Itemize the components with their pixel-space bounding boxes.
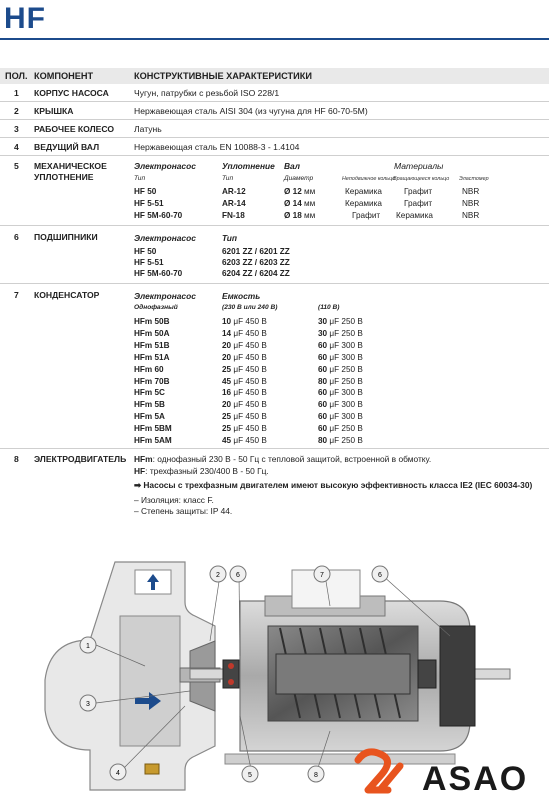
row-number: 4: [14, 142, 19, 152]
seal-shaft: Ø 18 мм: [284, 211, 316, 220]
stator-winding: [268, 626, 418, 721]
capacitor-value-110v: 30 μF 250 В: [318, 328, 363, 338]
row-component: КРЫШКА: [34, 106, 74, 116]
svg-text:4: 4: [116, 770, 120, 777]
capacitor-header-capacity: Емкость: [222, 291, 261, 301]
capacitor-header-pump: Электронасос: [134, 291, 196, 301]
table-row-bearings: [0, 226, 549, 284]
asao-logo: [352, 746, 548, 800]
table-row: [0, 102, 549, 120]
table-row: [0, 120, 549, 138]
seal-sub-elastomer: Эластомер: [459, 176, 489, 182]
motor-line-protection: – Степень защиты: IP 44.: [134, 506, 233, 516]
seal-header-seal: Уплотнение: [222, 161, 275, 171]
capacitor-value-110v: 60 μF 300 В: [318, 388, 363, 398]
row-number: 1: [14, 88, 19, 98]
capacitor-value-110v: 60 μF 300 В: [318, 340, 363, 350]
arrow-icon: ➡: [134, 480, 144, 490]
svg-text:2: 2: [216, 572, 220, 579]
capacitor-pump: HFm 70B: [134, 376, 170, 386]
svg-text:6: 6: [378, 572, 382, 579]
capacitor-value-230v: 25 μF 450 В: [222, 412, 267, 422]
bearings-pump: HF 5M-60-70: [134, 269, 183, 278]
seal-sub-type: Тип: [134, 175, 146, 182]
capacitor-pump: HFm 5AM: [134, 436, 172, 445]
motor-line-efficiency: ➡ Насосы с трехфазным двигателем имеют высокую эффективность класса IE2 (IEC 60034-30): [134, 480, 533, 490]
capacitor-value-230v: 20 μF 450 В: [222, 352, 267, 362]
capacitor-value-230v: 10 μF 450 В: [222, 317, 267, 326]
capacitor-value-110v: 60 μF 300 В: [318, 400, 363, 410]
bearings-type: 6204 ZZ / 6204 ZZ: [222, 269, 290, 278]
motor-line-three-phase: HF: трехфазный 230/400 В - 50 Гц.: [134, 465, 269, 476]
bearings-type: 6201 ZZ / 6201 ZZ: [222, 247, 290, 256]
seal-elastomer: NBR: [462, 187, 480, 196]
row-number: 6: [14, 232, 19, 242]
seal-rotating: Керамика: [396, 211, 433, 220]
logo-mark-icon: [358, 752, 400, 790]
page-title: HF: [4, 2, 46, 35]
logo-text: ASAO: [422, 760, 529, 798]
seal-header-materials: Материалы: [394, 161, 444, 171]
motor-line-insulation: – Изоляция: класс F.: [134, 494, 214, 505]
bearings-header-type: Тип: [222, 233, 238, 243]
capacitor-value-230v: 45 μF 450 В: [222, 436, 267, 445]
table-row-seal: [0, 156, 549, 226]
seal-pump: HF 5-51: [134, 199, 164, 208]
row-description: Латунь: [134, 124, 162, 134]
seal-header-pump: Электронасос: [134, 161, 196, 171]
capacitor-value-110v: 80 μF 250 В: [318, 376, 363, 386]
seal-fixed: Керамика: [345, 199, 382, 208]
row-number: 8: [14, 454, 19, 464]
row-component: КОРПУС НАСОСА: [34, 88, 109, 98]
capacitor-sub-single-phase: Однофазный: [134, 304, 178, 311]
seal-header-shaft: Вал: [284, 161, 301, 171]
capacitor-value-230v: 20 μF 450 В: [222, 340, 267, 350]
header-component: КОМПОНЕНТ: [34, 71, 94, 81]
bearings-type: 6203 ZZ / 6203 ZZ: [222, 258, 290, 267]
seal-rotating: Графит: [404, 187, 433, 196]
row-component: КОНДЕНСАТОР: [34, 290, 100, 300]
header-characteristics: КОНСТРУКТИВНЫЕ ХАРАКТЕРИСТИКИ: [134, 71, 312, 81]
capacitor-value-110v: 60 μF 250 В: [318, 424, 363, 434]
callout-4: [110, 764, 126, 780]
row-component: ВЕДУЩИЙ ВАЛ: [34, 142, 100, 152]
seal-pump: HF 5M-60-70: [134, 211, 183, 220]
capacitor-value-110v: 30 μF 250 В: [318, 317, 363, 326]
row-description: Нержавеющая сталь AISI 304 (из чугуна для HF 60-70-5M): [134, 106, 368, 116]
capacitor-value-230v: 45 μF 450 В: [222, 376, 267, 386]
capacitor-pump: HFm 5BM: [134, 424, 172, 434]
capacitor-pump: HFm 50A: [134, 328, 170, 338]
capacitor-pump: HFm 5C: [134, 388, 165, 398]
seal-fixed: Керамика: [345, 187, 382, 196]
capacitor-sub-voltage2: (110 В): [318, 304, 340, 311]
capacitor-pump: HFm 5B: [134, 400, 165, 410]
seal-pump: HF 50: [134, 187, 157, 196]
svg-text:3: 3: [86, 701, 90, 708]
bearings-pump: HF 50: [134, 247, 157, 256]
header-pos: ПОЛ.: [5, 71, 28, 81]
capacitor-value-230v: 20 μF 450 В: [222, 400, 267, 410]
capacitor-value-230v: 16 μF 450 В: [222, 388, 267, 398]
capacitor-value-110v: 60 μF 300 В: [318, 412, 363, 422]
svg-text:1: 1: [86, 643, 90, 650]
bearings-header-pump: Электронасос: [134, 233, 196, 243]
table-row: [0, 138, 549, 156]
seal-bearing-front: [223, 660, 239, 688]
seal-type: AR-12: [222, 187, 246, 196]
motor-description: [134, 454, 546, 518]
motor-line-single-phase: HFm: однофазный 230 В - 50 Гц с тепловой защитой, встроенной в обмотку.: [134, 454, 432, 464]
row-number: 7: [14, 290, 19, 300]
callout-8: [308, 766, 324, 782]
table-row-motor: [0, 449, 549, 517]
seal-elastomer: NBR: [462, 211, 480, 220]
seal-type: AR-14: [222, 199, 246, 208]
seal-elastomer: NBR: [462, 199, 480, 208]
callout-6a: [230, 566, 246, 582]
row-component: ЭЛЕКТРОДВИГАТЕЛЬ: [34, 454, 127, 464]
capacitor-value-230v: 14 μF 450 В: [222, 328, 267, 338]
row-component: МЕХАНИЧЕСКОЕ УПЛОТНЕНИЕ: [34, 161, 107, 182]
table-header: [0, 68, 549, 84]
row-component: ПОДШИПНИКИ: [34, 232, 98, 242]
callout-5: [242, 766, 258, 782]
capacitor-pump: HFm 60: [134, 364, 164, 374]
callout-6b: [372, 566, 388, 582]
title-rule: [0, 38, 549, 40]
callout-7: [314, 566, 330, 582]
callout-1: [80, 637, 96, 653]
capacitor-pump: HFm 51B: [134, 340, 170, 350]
bearings-subtable: [134, 226, 549, 284]
capacitor-value-110v: 80 μF 250 В: [318, 436, 363, 445]
table-row: [0, 84, 549, 102]
components-table: [0, 68, 549, 517]
row-number: 3: [14, 124, 19, 134]
seal-subtable: [134, 156, 549, 226]
svg-text:6: 6: [236, 572, 240, 579]
capacitor-value-230v: 25 μF 450 В: [222, 364, 267, 374]
row-component: РАБОЧЕЕ КОЛЕСО: [34, 124, 115, 134]
seal-rotating: Графит: [404, 199, 433, 208]
svg-text:8: 8: [314, 772, 318, 779]
capacitor-sub-voltage1: (230 В или 240 В): [222, 304, 278, 311]
capacitor-value-230v: 25 μF 450 В: [222, 424, 267, 434]
seal-sub-fixed-ring: Неподвижное кольцо: [342, 176, 396, 182]
row-number: 5: [14, 161, 19, 171]
callout-2: [210, 566, 226, 582]
row-description: Нержавеющая сталь EN 10088-3 - 1.4104: [134, 142, 300, 152]
seal-type: FN-18: [222, 211, 245, 220]
seal-sub-rotating-ring: Вращающееся кольцо: [393, 176, 450, 182]
capacitor-pump: HFm 5A: [134, 412, 165, 422]
capacitor-pump: HFm 51A: [134, 352, 170, 362]
capacitor-value-110v: 60 μF 300 В: [318, 352, 363, 362]
capacitor-subtable: [134, 284, 549, 449]
capacitor-pump: HFm 50B: [134, 317, 170, 326]
seal-shaft: Ø 14 мм: [284, 199, 316, 208]
callout-3: [80, 695, 96, 711]
row-description: Чугун, патрубки с резьбой ISO 228/1: [134, 88, 280, 98]
bearings-pump: HF 5-51: [134, 258, 164, 267]
row-number: 2: [14, 106, 19, 116]
seal-sub-diameter: Диаметр: [284, 175, 314, 182]
table-row-capacitor: [0, 284, 549, 449]
seal-fixed: Графит: [352, 211, 381, 220]
capacitor-value-110v: 60 μF 250 В: [318, 364, 363, 374]
svg-text:7: 7: [320, 572, 324, 579]
seal-shaft: Ø 12 мм: [284, 187, 316, 196]
seal-sub-type2: Тип: [222, 175, 234, 182]
svg-text:5: 5: [248, 772, 252, 779]
